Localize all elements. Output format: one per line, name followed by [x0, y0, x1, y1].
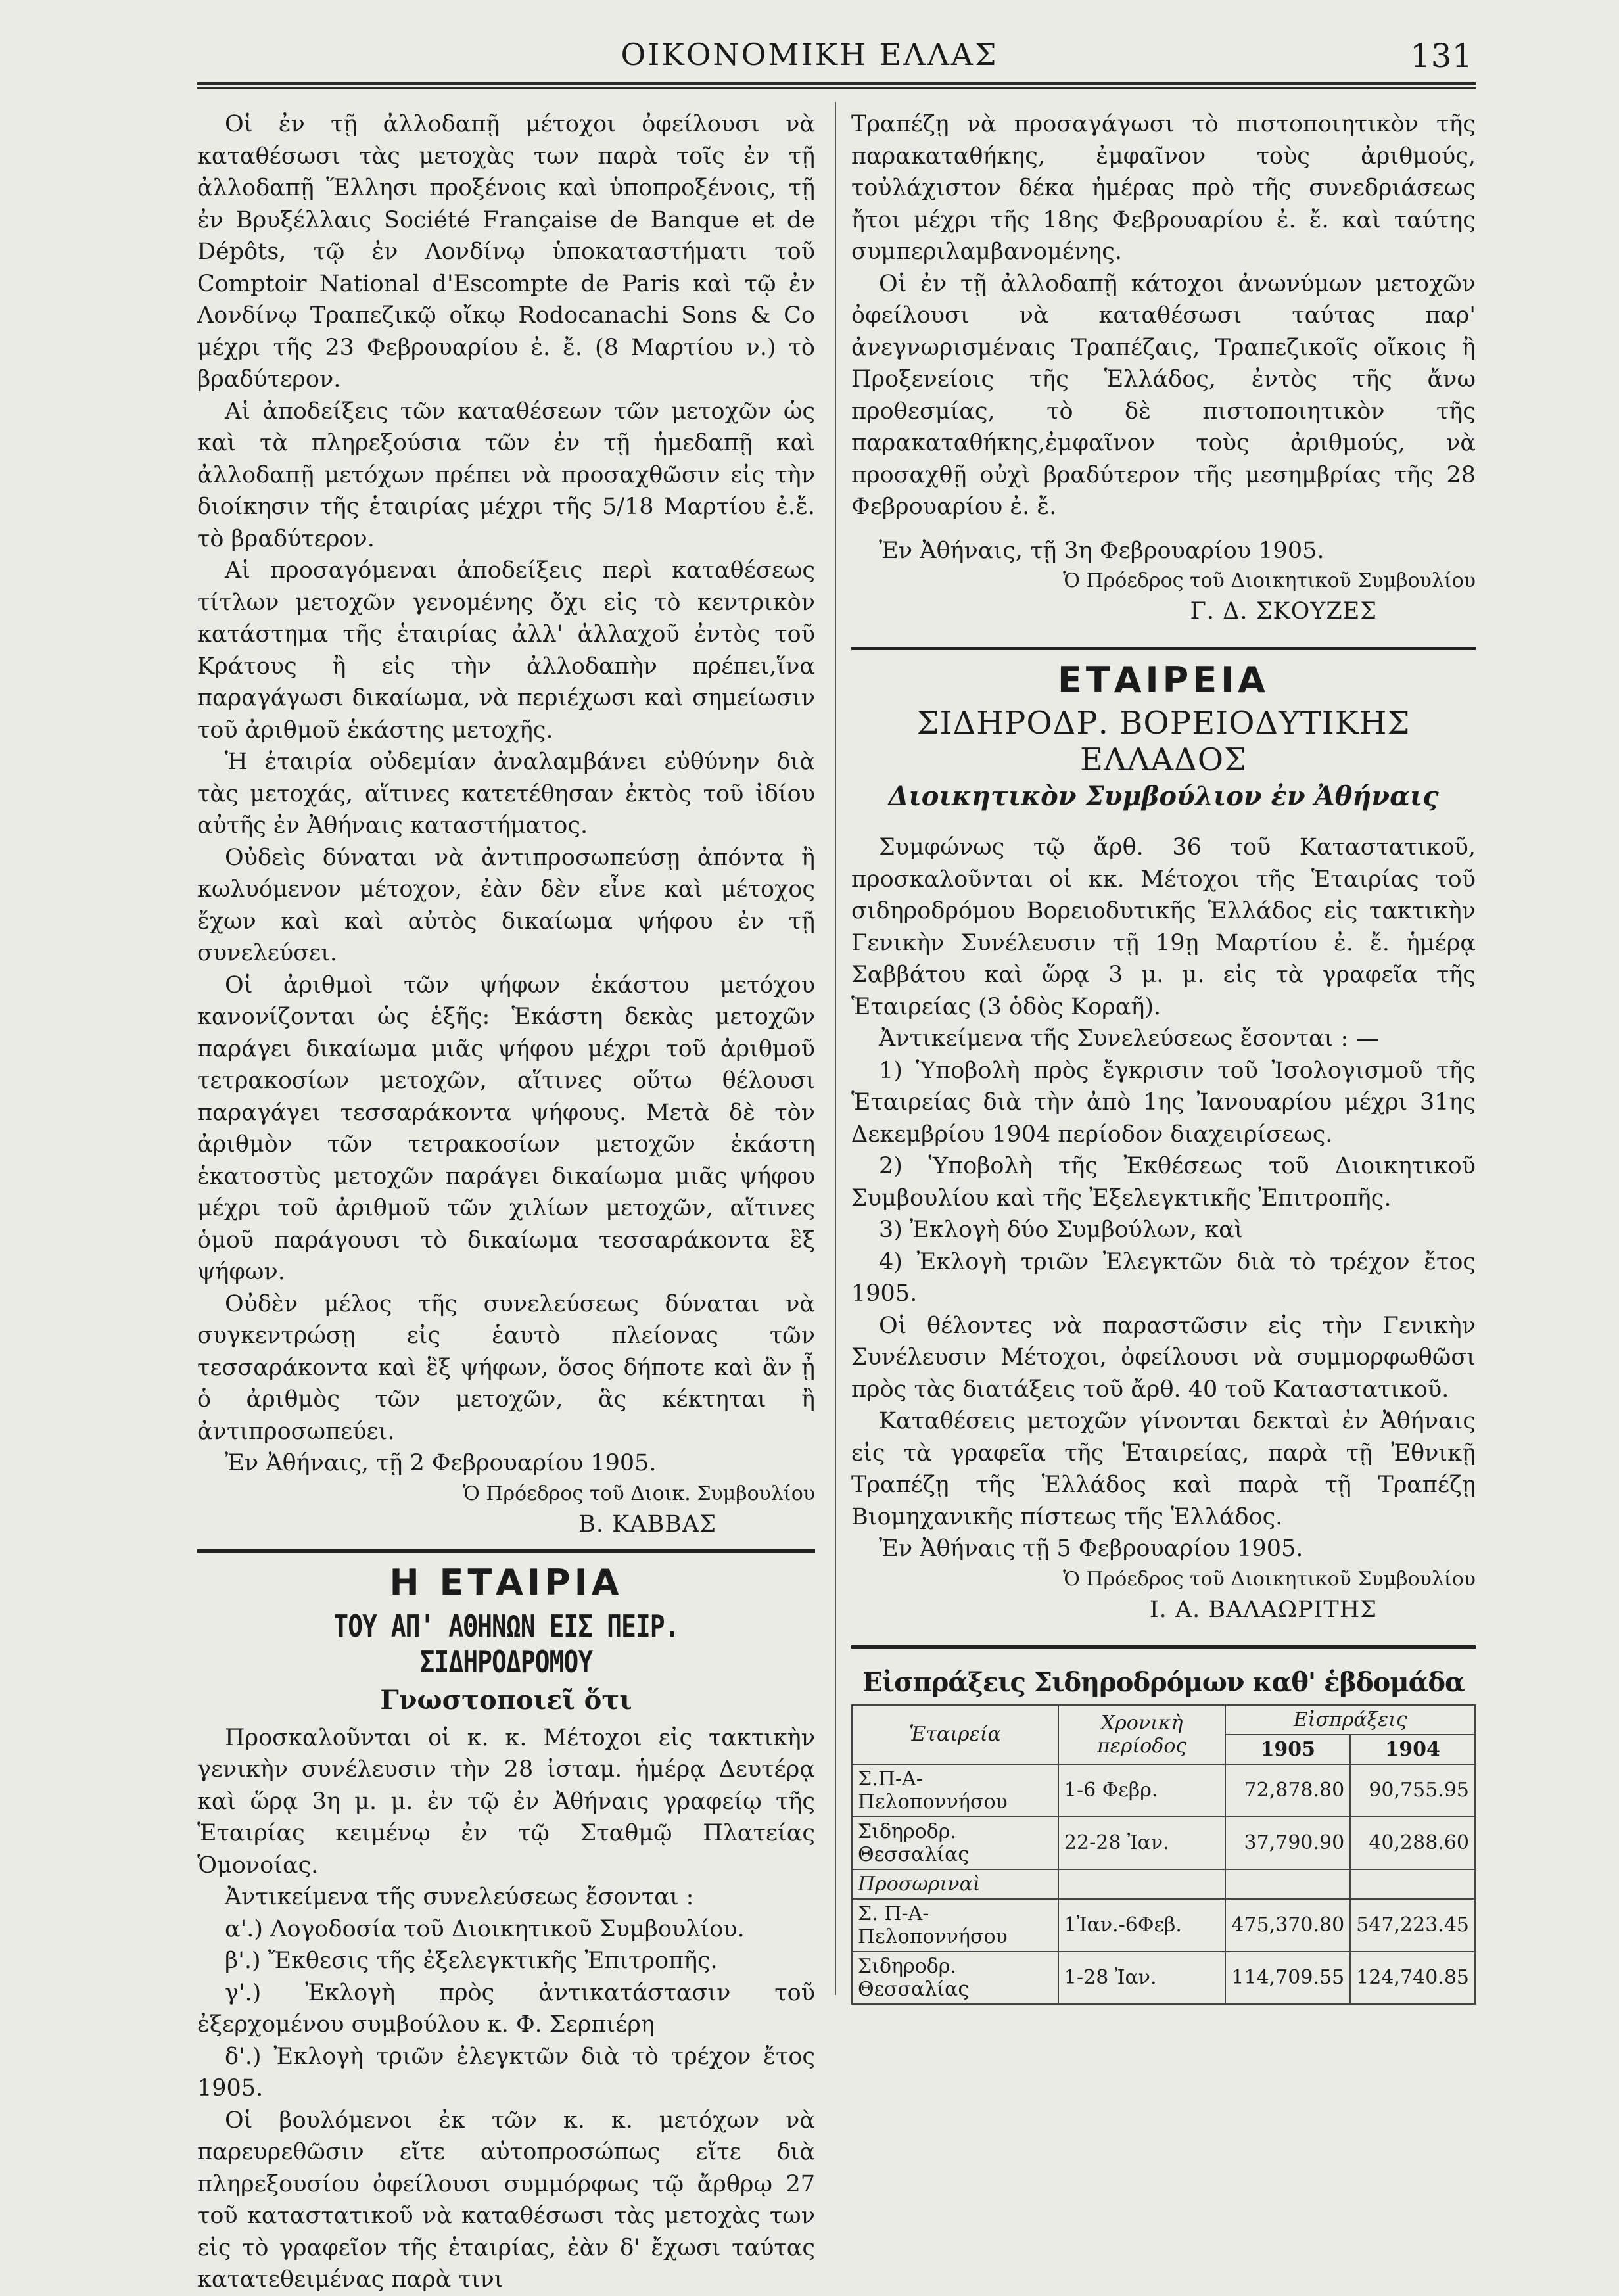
paragraph: Αἱ ἀποδείξεις τῶν καταθέσεων τῶν μετοχῶν ὡς καὶ τὰ πληρεξούσια τῶν ἐν τῇ ἡμεδαπῇ καὶ ἀλλοδαπῇ μετόχων πρέπει νὰ προσαχθῶσιν εἰς τὴν διοίκησιν τῆς ἑταιρίας μέχρι τῆς 5/18 Μαρτίου ἐ.ἔ. τὸ βραδύτερον. — [197, 398, 815, 552]
cell-company: Σιδηροδρ. Θεσσαλίας — [852, 1952, 1058, 2004]
section-rule — [851, 1645, 1476, 1649]
agenda-item: β'.) Ἔκθεσις τῆς ἐξελεγκτικῆς Ἐπιτροπῆς. — [225, 1948, 718, 1974]
header-1904: 1904 — [1350, 1735, 1475, 1764]
paragraph: Ἀντικείμενα τῆς Συνελεύσεως ἔσονται : — — [879, 1025, 1379, 1052]
header-1905: 1905 — [1225, 1735, 1350, 1764]
signer-name: Β. ΚΑΒΒΑΣ — [578, 1511, 716, 1537]
header-rule-thin — [197, 87, 1476, 89]
page-header-title: ΟΙΚΟΝΟΜΙΚΗ ΕΛΛΑΣ — [621, 37, 998, 72]
signer-title: Ὁ Πρόεδρος τοῦ Διοικητικοῦ Συμβουλίου — [1063, 569, 1476, 592]
cell-section-label: Προσωριναὶ — [852, 1869, 1058, 1899]
paragraph: Προσκαλοῦνται οἱ κ. κ. Μέτοχοι εἰς τακτικὴν γενικὴν συνέλευσιν τὴν 28 ἰσταμ. ἡμέρᾳ Δευτέρᾳ καὶ ὥρᾳ 3η μ. μ. ἐν τῷ ἐν Ἀθήναις γραφείῳ τῆς Ἑταιρίας κειμένῳ ἐν τῷ Σταθμῷ Πλατείας Ὁμονοίας. — [197, 1724, 815, 1879]
table-section-row — [852, 1869, 1475, 1899]
cell-1905: 37,790.90 — [1225, 1817, 1350, 1869]
notice-subheading: ΣΙΔΗΡΟΔΡ. ΒΟΡΕΙΟΔΥΤΙΚΗΣ ΕΛΛΑΔΟΣ — [916, 705, 1411, 778]
signer-title: Ὁ Πρόεδρος τοῦ Διοικ. Συμβουλίου — [463, 1482, 815, 1505]
cell-period: 1-28 Ἰαν. — [1058, 1952, 1226, 2004]
header-revenue: Εἰσπράξεις — [1225, 1705, 1475, 1735]
signer-name: Ι. Α. ΒΑΛΑΩΡΙΤΗΣ — [1149, 1596, 1377, 1623]
cell-1904: 90,755.95 — [1350, 1764, 1475, 1817]
cell-1904: 124,740.85 — [1350, 1952, 1475, 2004]
paragraph: Τραπέζῃ νὰ προσαγάγωσι τὸ πιστοποιητικὸν τῆς παρακαταθήκης, ἐμφαῖνον τοὺς ἀριθμούς, τοὐλάχιστον δέκα ἡμέρας πρὸ τῆς συνεδριάσεως ἤτοι μέχρι τῆς 18ης Φεβρουαρίου ἐ. ἔ. καὶ ταύτης συμπεριλαμβανομένης. — [851, 111, 1476, 265]
table-row — [852, 1952, 1475, 2004]
cell-1905: 72,878.80 — [1225, 1764, 1350, 1817]
paragraph: Οἱ βουλόμενοι ἐκ τῶν κ. κ. μετόχων νὰ παρευρεθῶσιν εἴτε αὐτοπροσώπως εἴτε διὰ πληρεξουσίου ὀφείλουσι συμμόρφως τῷ ἄρθρῳ 27 τοῦ καταστατικοῦ νὰ καταθέσωσι τὰς μετοχὰς των εἰς τὸ γραφεῖον τῆς ἑταιρίας, ἐὰν δ' ἔχωσι ταύτας κατατεθειμένας παρὰ τινι — [197, 2107, 815, 2293]
paragraph: Ἀντικείμενα τῆς συνελεύσεως ἔσονται : — [225, 1884, 694, 1910]
paragraph: Οὐδεὶς δύναται νὰ ἀντιπροσωπεύσῃ ἀπόντα ἢ κωλυόμενον μέτοχον, ἐὰν δὲν εἶνε καὶ μέτοχος ἔχων καὶ καὶ αὐτὸς δικαίωμα ψήφου ἐν τῇ συνελεύσει. — [197, 844, 815, 966]
cell-empty — [1350, 1869, 1475, 1899]
notice-heading: ΕΤΑΙΡΕΙΑ — [1058, 659, 1269, 701]
left-column — [197, 108, 815, 2296]
signer-name: Γ. Δ. ΣΚΟΥΖΕΣ — [1190, 598, 1377, 624]
cell-period: 22-28 Ἰαν. — [1058, 1817, 1226, 1869]
right-column — [851, 108, 1476, 2005]
cell-1904: 40,288.60 — [1350, 1817, 1475, 1869]
agenda-item: γ'.) Ἐκλογὴ πρὸς ἀντικατάστασιν τοῦ ἐξερχομένου συμβούλου κ. Φ. Σερπιέρη — [197, 1979, 815, 2038]
page-number: 131 — [1410, 37, 1473, 75]
cell-period: 1Ἰαν.-6Φεβ. — [1058, 1899, 1226, 1952]
cell-1905: 475,370.80 — [1225, 1899, 1350, 1952]
notice-subheading: ΤΟΥ ΑΠ' ΑΘΗΝΩΝ ΕΙΣ ΠΕΙΡ. ΣΙΔΗΡΟΔΡΟΜΟΥ — [333, 1608, 679, 1679]
paragraph: Οὐδὲν μέλος τῆς συνελεύσεως δύναται νὰ συγκεντρώσῃ εἰς ἑαυτὸ πλείονας τῶν τεσσαράκοντα καὶ ἓξ ψήφων, ὅσος δήποτε καὶ ἂν ᾖ ὁ ἀριθμὸς τῶν μετοχῶν, ἃς κέκτηται ἢ ἀντιπροσωπεύει. — [197, 1290, 815, 1445]
agenda-item: α'.) Λογοδοσία τοῦ Διοικητικοῦ Συμβουλίου. — [225, 1915, 745, 1942]
notice-heading: Η ΕΤΑΙΡΙΑ — [389, 1561, 623, 1603]
revenue-table — [851, 1704, 1476, 2005]
cell-1905: 114,709.55 — [1225, 1952, 1350, 2004]
paragraph: Συμφώνως τῷ ἄρθ. 36 τοῦ Καταστατικοῦ, προσκαλοῦνται οἱ κκ. Μέτοχοι τῆς Ἑταιρίας τοῦ σιδηροδρόμου Βορειοδυτικῆς Ἑλλάδος εἰς τακτικὴν Γενικὴν Συνέλευσιν τῇ 19ῃ Μαρτίου ἐ. ἔ. ἡμέρᾳ Σαββάτου καὶ ὥρᾳ 3 μ. μ. εἰς τὰ γραφεῖα τῆς Ἑταιρείας (3 ὁδὸς Κοραῆ). — [851, 834, 1476, 1020]
paragraph: Οἱ ἐν τῇ ἀλλοδαπῇ κάτοχοι ἀνωνύμων μετοχῶν ὀφείλουσι νὰ καταθέσωσι ταύτας παρ' ἀνεγνωρισμέναις Τραπέζαις, Τραπεζικοῖς οἴκοις ἢ Προξενείοις τῆς Ἑλλάδος, ἐντὸς τῆς ἄνω προθεσμίας, τὸ δὲ πιστοποιητικὸν τῆς παρακαταθήκης,ἐμφαῖνον τοὺς ἀριθμούς, νὰ προσαχθῇ οὐχὶ βραδύτερον τῆς μεσημβρίας τῆς 28 Φεβρουαρίου ἐ. ἔ. — [851, 270, 1476, 520]
section-rule — [197, 1549, 815, 1553]
date-line: Ἐν Ἀθήναις τῇ 5 Φεβρουαρίου 1905. — [879, 1535, 1303, 1562]
agenda-item: 1) Ὑποβολὴ πρὸς ἔγκρισιν τοῦ Ἰσολογισμοῦ τῆς Ἑταιρείας διὰ τὴν ἀπὸ 1ης Ἰανουαρίου μέχρι 31ης Δεκεμβρίου 1904 περίοδον διαχειρίσεως. — [851, 1057, 1476, 1148]
paragraph: Οἱ ἀριθμοὶ τῶν ψήφων ἑκάστου μετόχου κανονίζονται ὡς ἑξῆς: Ἑκάστη δεκὰς μετοχῶν παράγει δικαίωμα μιᾶς ψήφου μέχρι τοῦ ἀριθμοῦ τετρακοσίων μετοχῶν, αἵτινες οὕτω θέλουσι παραγάγει τεσσαράκοντα ψήφους. Μετὰ δὲ τὸν ἀριθμὸν τῶν τετρακοσίων μετοχῶν ἑκάστη ἑκατοστὺς μετοχῶν παράγει δικαίωμα μιᾶς ψήφου μέχρι τοῦ ἀριθμοῦ τῶν χιλίων μετοχῶν, αἵτινες ὁμοῦ παράγουσι τὸ δικαίωμα τεσσαράκοντα ἓξ ψήφων. — [197, 972, 815, 1285]
date-line: Ἐν Ἀθήναις, τῇ 3η Φεβρουαρίου 1905. — [879, 537, 1325, 564]
paragraph: Οἱ θέλοντες νὰ παραστῶσιν εἰς τὴν Γενικὴν Συνέλευσιν Μέτοχοι, ὀφείλουσι νὰ συμμορφωθῶσι πρὸς τὰς διατάξεις τοῦ ἄρθ. 40 τοῦ Καταστατικοῦ. — [851, 1312, 1476, 1403]
cell-company: Σιδηροδρ. Θεσσαλίας — [852, 1817, 1058, 1869]
section-rule — [851, 647, 1476, 650]
notice-kicker: Γνωστοποιεῖ ὅτι — [380, 1684, 632, 1716]
header-period: Χρονικὴ περίοδος — [1058, 1705, 1226, 1764]
revenue-table-title: Εἰσπράξεις Σιδηροδρόμων καθ' ἑβδομάδα — [862, 1666, 1465, 1698]
table-row — [852, 1764, 1475, 1817]
signer-title: Ὁ Πρόεδρος τοῦ Διοικητικοῦ Συμβουλίου — [1063, 1567, 1476, 1591]
table-row — [852, 1817, 1475, 1869]
cell-company: Σ.Π-Α-Πελοποννήσου — [852, 1764, 1058, 1817]
cell-period: 1-6 Φεβρ. — [1058, 1764, 1226, 1817]
header-company: Ἑταιρεία — [852, 1705, 1058, 1764]
paragraph: Οἱ ἐν τῇ ἀλλοδαπῇ μέτοχοι ὀφείλουσι νὰ καταθέσωσι τὰς μετοχὰς των παρὰ τοῖς ἐν τῇ ἀλλοδαπῇ Ἕλλησι προξένοις καὶ ὑποπροξένοις, τῇ ἐν Βρυξέλλαις Société Française de Banque et de Dépôts, τῷ ἐν Λονδίνῳ ὑποκαταστήματι τοῦ Comptoir National d'Escompte de Paris καὶ τῷ ἐν Λονδίνῳ Τραπεζικῷ οἴκῳ Rodocanachi Sons & Co μέχρι τῆς 23 Φεβρουαρίου ἐ. ἔ. (8 Μαρτίου ν.) τὸ βραδύτερον. — [197, 111, 815, 392]
paragraph: Ἡ ἑταιρία οὐδεμίαν ἀναλαμβάνει εὐθύνην διὰ τὰς μετοχάς, αἵτινες κατετέθησαν ἐκτὸς τοῦ ἰδίου αὐτῆς ἐν Ἀθήναις καταστήματος. — [197, 749, 815, 839]
paragraph: Καταθέσεις μετοχῶν γίνονται δεκταὶ ἐν Ἀθήναις εἰς τὰ γραφεῖα τῆς Ἑταιρείας, παρὰ τῇ Ἐθνικῇ Τραπέζῃ τῆς Ἑλλάδος καὶ παρὰ τῇ Τραπέζῃ Βιομηχανικῆς πίστεως τῆς Ἑλλάδος. — [851, 1408, 1476, 1530]
cell-1904: 547,223.45 — [1350, 1899, 1475, 1952]
column-divider — [835, 102, 836, 1995]
table-row — [852, 1899, 1475, 1952]
paragraph: Αἱ προσαγόμεναι ἀποδείξεις περὶ καταθέσεως τίτλων μετοχῶν γενομένης ὄχι εἰς τὸ κεντρικὸν κατάστημα τῆς ἑταιρίας ἀλλ' ἀλλαχοῦ ἐντὸς τοῦ Κράτους ἢ εἰς τὴν ἀλλοδαπὴν πρέπει,ἵνα παραγάγωσι δικαίωμα, νὰ περιέχωσι καὶ σημείωσιν τοῦ ἀριθμοῦ ἑκάστης μετοχῆς. — [197, 557, 815, 743]
agenda-item: 3) Ἐκλογὴ δύο Συμβούλων, καὶ — [879, 1217, 1244, 1243]
cell-company: Σ. Π-Α-Πελοποννήσου — [852, 1899, 1058, 1952]
header-rule — [197, 82, 1476, 85]
cell-empty — [1058, 1869, 1226, 1899]
agenda-item: 4) Ἐκλογὴ τριῶν Ἐλεγκτῶν διὰ τὸ τρέχον ἔτος 1905. — [851, 1248, 1476, 1307]
table-header-row — [852, 1705, 1475, 1735]
agenda-item: δ'.) Ἐκλογὴ τριῶν ἐλεγκτῶν διὰ τὸ τρέχον ἔτος 1905. — [197, 2043, 815, 2101]
notice-kicker: Διοικητικὸν Συμβούλιον ἐν Ἀθήναις — [888, 781, 1439, 812]
cell-empty — [1225, 1869, 1350, 1899]
date-line: Ἐν Ἀθήναις, τῇ 2 Φεβρουαρίου 1905. — [225, 1450, 657, 1476]
agenda-item: 2) Ὑποβολὴ τῆς Ἐκθέσεως τοῦ Διοικητικοῦ Συμβουλίου καὶ τῆς Ἐξελεγκτικῆς Ἐπιτροπῆς. — [851, 1153, 1476, 1211]
